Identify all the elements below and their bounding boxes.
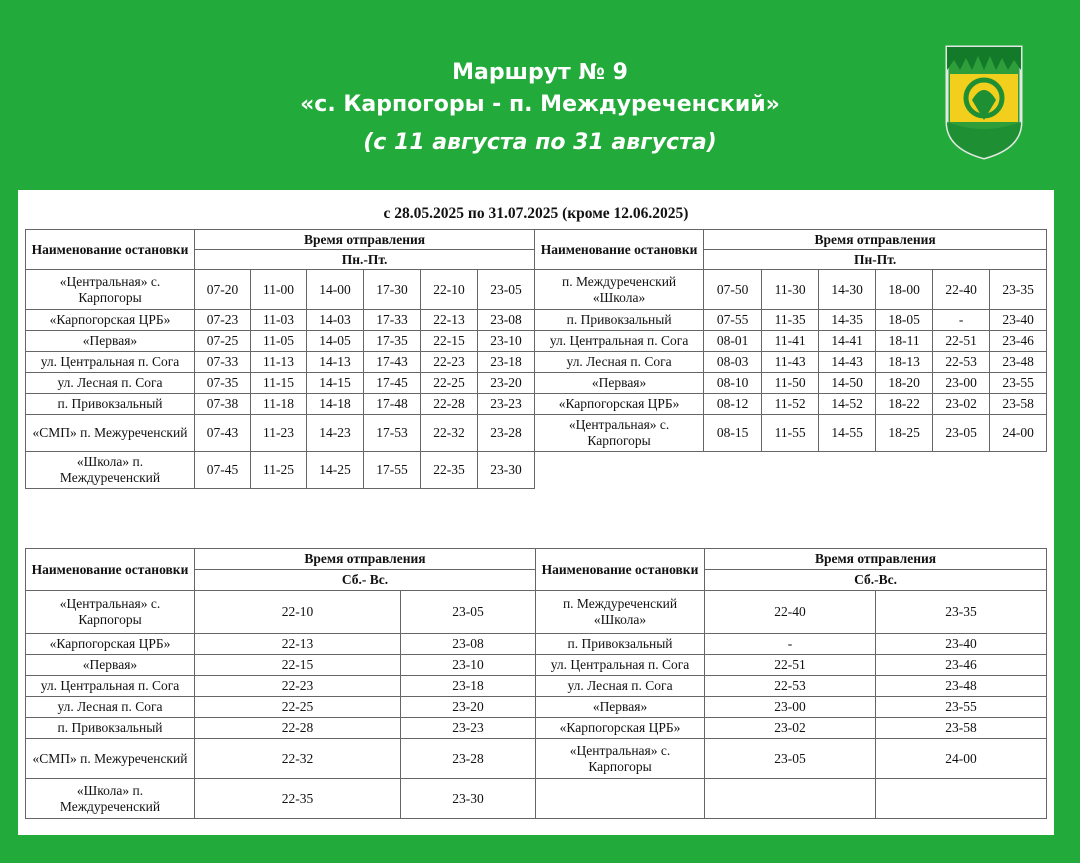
departure-time: 18-25 [876,415,933,452]
stop-name: «Карпогорская ЦРБ» [536,718,705,739]
table-row [26,452,1047,489]
days-label: Сб.-Вс. [705,570,1047,591]
departure-time: 07-38 [195,394,251,415]
departure-time: 23-20 [478,373,535,394]
stop-name: «Карпогорская ЦРБ» [26,310,195,331]
stop-name: п. Привокзальный [535,310,704,331]
departure-time: 14-30 [819,270,876,310]
table-row [26,655,1047,676]
departure-time: - [933,310,990,331]
departure-time: 23-00 [705,697,876,718]
departure-time: 23-18 [401,676,536,697]
departure-time: 14-15 [307,373,364,394]
departure-time: 23-05 [478,270,535,310]
stop-column-header: Наименование остановки [535,230,704,270]
departure-time: 11-23 [251,415,307,452]
stop-name: ул. Центральная п. Сога [536,655,705,676]
departure-time: 11-18 [251,394,307,415]
departure-time: 23-48 [876,676,1047,697]
departure-time: 23-20 [401,697,536,718]
departure-time: 23-58 [990,394,1047,415]
departure-time: 24-00 [990,415,1047,452]
departure-time: 23-23 [401,718,536,739]
departure-time: 17-45 [364,373,421,394]
departure-time: 14-41 [819,331,876,352]
departure-time: 11-55 [762,415,819,452]
empty-area [535,452,1047,489]
departure-time: 11-05 [251,331,307,352]
departure-time: 14-35 [819,310,876,331]
schedule-period-caption: с 28.05.2025 по 31.07.2025 (кроме 12.06.2025) [383,205,689,222]
stop-name: «СМП» п. Межуреченский [26,739,195,779]
departure-time: 14-55 [819,415,876,452]
departure-time: 23-08 [478,310,535,331]
departure-time: 11-03 [251,310,307,331]
departure-time: 07-35 [195,373,251,394]
departure-time: 14-00 [307,270,364,310]
table-row [26,779,1047,819]
departure-time: 23-10 [401,655,536,676]
departure-time-header: Время отправления [195,549,536,570]
stop-name: п. Привокзальный [536,634,705,655]
stop-name: ул. Центральная п. Сога [26,676,195,697]
departure-time: 14-05 [307,331,364,352]
departure-time: 17-35 [364,331,421,352]
stop-name: «Первая» [26,331,195,352]
departure-time: 23-23 [478,394,535,415]
table-row [26,634,1047,655]
departure-time: 23-58 [876,718,1047,739]
departure-time: 07-55 [704,310,762,331]
departure-time: 23-40 [876,634,1047,655]
departure-time: 08-03 [704,352,762,373]
departure-time: 07-33 [195,352,251,373]
departure-time: 23-05 [401,591,536,634]
header [0,0,1080,190]
departure-time: 24-00 [876,739,1047,779]
stop-column-header: Наименование остановки [536,549,705,591]
departure-time: 14-25 [307,452,364,489]
stop-name: «Карпогорская ЦРБ» [535,394,704,415]
departure-time: 11-41 [762,331,819,352]
stop-name: «Школа» п. Междуреченский [26,779,195,819]
departure-time: 22-25 [195,697,401,718]
stop-name: «Центральная» с. Карпогоры [26,591,195,634]
stop-name: п. Междуреченский «Школа» [535,270,704,310]
departure-time: 14-50 [819,373,876,394]
coat-of-arms-icon [944,44,1024,162]
departure-time: 14-43 [819,352,876,373]
departure-time: 23-18 [478,352,535,373]
header-row [26,549,1047,570]
departure-time: 11-50 [762,373,819,394]
table-row [26,373,1047,394]
stop-name: «Карпогорская ЦРБ» [26,634,195,655]
departure-time: 23-55 [876,697,1047,718]
departure-time: 11-30 [762,270,819,310]
departure-time: 18-20 [876,373,933,394]
departure-time: 23-40 [990,310,1047,331]
stop-name: «Первая» [26,655,195,676]
departure-time-header: Время отправления [705,549,1047,570]
stop-column-header: Наименование остановки [26,549,195,591]
departure-time: 22-53 [933,352,990,373]
stop-name: «Центральная» с. Карпогоры [26,270,195,310]
days-label: Пн.-Пт. [195,250,535,270]
departure-time: 11-13 [251,352,307,373]
departure-time: 22-10 [421,270,478,310]
departure-time: 14-23 [307,415,364,452]
departure-time: 22-35 [421,452,478,489]
table-row [26,697,1047,718]
weekend-timetable [25,548,1047,819]
departure-time: 22-28 [195,718,401,739]
departure-time: 11-43 [762,352,819,373]
departure-time: 08-01 [704,331,762,352]
departure-time: 11-25 [251,452,307,489]
stop-name: «Первая» [536,697,705,718]
departure-time-header: Время отправления [195,230,535,250]
table-row [26,591,1047,634]
header-row [26,230,1047,250]
stop-name: ул. Лесная п. Сога [535,352,704,373]
departure-time: 22-23 [421,352,478,373]
departure-time: 18-00 [876,270,933,310]
departure-time: 11-15 [251,373,307,394]
departure-time: 18-13 [876,352,933,373]
stop-name: ул. Лесная п. Сога [26,697,195,718]
departure-time: 23-30 [401,779,536,819]
departure-time: 14-52 [819,394,876,415]
weekday-timetable [25,229,1047,489]
route-period: (с 11 августа по 31 августа) [363,130,717,155]
table-row [26,676,1047,697]
departure-time: 23-05 [933,415,990,452]
departure-time: 23-30 [478,452,535,489]
departure-time: 11-35 [762,310,819,331]
departure-time: 17-53 [364,415,421,452]
table-row [26,310,1047,331]
departure-time: 23-02 [933,394,990,415]
departure-time: 07-23 [195,310,251,331]
departure-time: 23-02 [705,718,876,739]
departure-time: 23-10 [478,331,535,352]
departure-time: 18-11 [876,331,933,352]
stop-name: ул. Лесная п. Сога [26,373,195,394]
departure-time: 22-51 [933,331,990,352]
departure-time: 14-03 [307,310,364,331]
departure-time: 22-10 [195,591,401,634]
departure-time: 23-35 [990,270,1047,310]
departure-time: 07-20 [195,270,251,310]
table-row [26,352,1047,373]
table-row [26,415,1047,452]
departure-time: 17-43 [364,352,421,373]
departure-time: 18-05 [876,310,933,331]
departure-time: 23-28 [478,415,535,452]
departure-time: 14-18 [307,394,364,415]
departure-time: 07-50 [704,270,762,310]
table-row [26,718,1047,739]
departure-time: 22-25 [421,373,478,394]
departure-time: 23-08 [401,634,536,655]
route-number: Маршрут № 9 [452,60,628,85]
stop-name: п. Привокзальный [26,718,195,739]
departure-time: 22-32 [421,415,478,452]
departure-time: 23-55 [990,373,1047,394]
stop-column-header: Наименование остановки [26,230,195,270]
table-row [26,739,1047,779]
departure-time: 17-30 [364,270,421,310]
departure-time [705,779,876,819]
table-row [26,394,1047,415]
departure-time: 22-51 [705,655,876,676]
departure-time: 23-05 [705,739,876,779]
stop-name: п. Междуреченский «Школа» [536,591,705,634]
departure-time: 23-48 [990,352,1047,373]
days-label: Сб.- Вс. [195,570,536,591]
departure-time: 08-10 [704,373,762,394]
stop-name: «Школа» п. Междуреченский [26,452,195,489]
departure-time: 22-32 [195,739,401,779]
stop-name: «СМП» п. Межуреченский [26,415,195,452]
departure-time: 22-53 [705,676,876,697]
departure-time: 22-15 [195,655,401,676]
departure-time: 22-15 [421,331,478,352]
departure-time: 22-40 [705,591,876,634]
schedule-sheet [18,190,1054,835]
table-row [26,331,1047,352]
departure-time: 23-00 [933,373,990,394]
departure-time: 07-25 [195,331,251,352]
departure-time: 07-45 [195,452,251,489]
stop-name: ул. Лесная п. Сога [536,676,705,697]
stop-name: «Первая» [535,373,704,394]
stop-name: «Центральная» с. Карпогоры [535,415,704,452]
departure-time: 23-28 [401,739,536,779]
stop-name: ул. Центральная п. Сога [535,331,704,352]
departure-time-header: Время отправления [704,230,1047,250]
departure-time: 17-48 [364,394,421,415]
route-name: «с. Карпогоры - п. Междуреченский» [300,92,780,117]
departure-time: 23-46 [876,655,1047,676]
departure-time: 22-13 [421,310,478,331]
departure-time: 08-15 [704,415,762,452]
stop-name: «Центральная» с. Карпогоры [536,739,705,779]
departure-time: 07-43 [195,415,251,452]
stop-name [536,779,705,819]
stop-name: п. Привокзальный [26,394,195,415]
departure-time: 22-35 [195,779,401,819]
departure-time: 22-40 [933,270,990,310]
departure-time: 22-23 [195,676,401,697]
table-row [26,270,1047,310]
departure-time [876,779,1047,819]
days-label: Пн-Пт. [704,250,1047,270]
stop-name: ул. Центральная п. Сога [26,352,195,373]
departure-time: 11-52 [762,394,819,415]
departure-time: 17-33 [364,310,421,331]
departure-time: 18-22 [876,394,933,415]
departure-time: 08-12 [704,394,762,415]
departure-time: 11-00 [251,270,307,310]
departure-time: 17-55 [364,452,421,489]
departure-time: 22-13 [195,634,401,655]
departure-time: - [705,634,876,655]
departure-time: 23-46 [990,331,1047,352]
departure-time: 14-13 [307,352,364,373]
departure-time: 23-35 [876,591,1047,634]
departure-time: 22-28 [421,394,478,415]
